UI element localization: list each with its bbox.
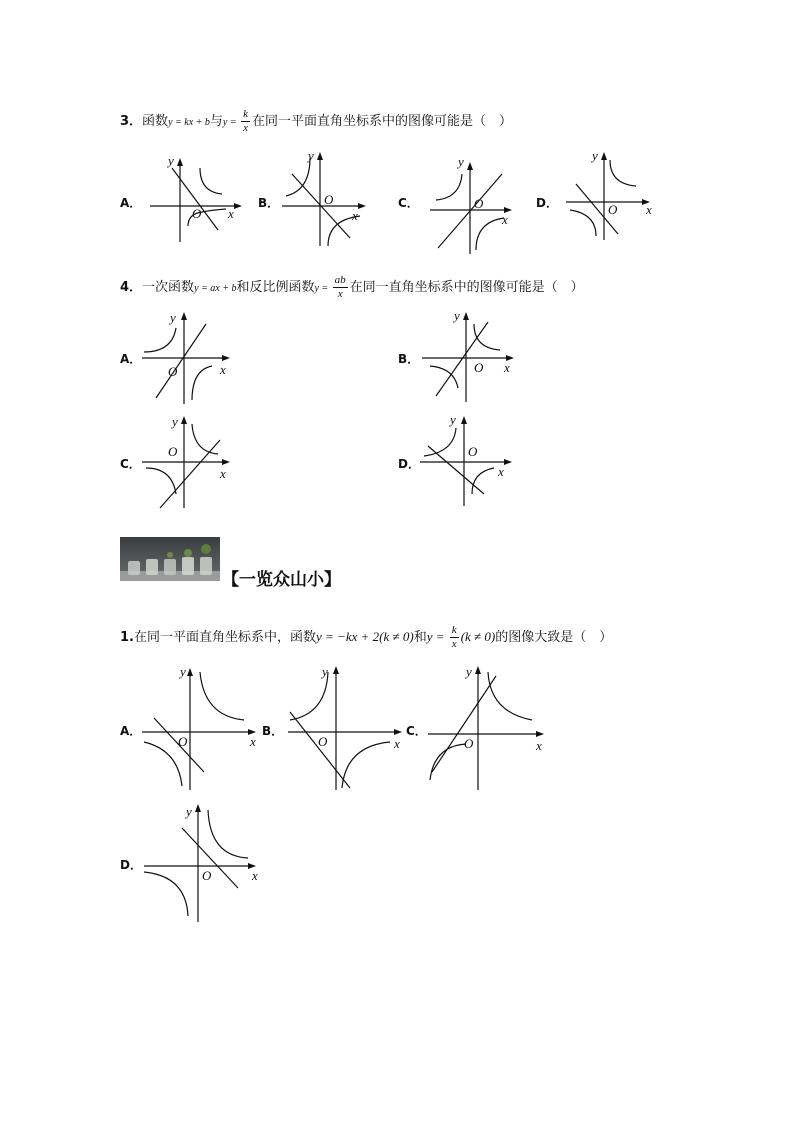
- q4-option-a-label[interactable]: A．: [120, 352, 142, 366]
- q3-graph-c[interactable]: [428, 154, 528, 254]
- svg-text:O: O: [324, 192, 334, 207]
- svg-text:O: O: [192, 206, 202, 221]
- svg-text:y: y: [458, 154, 464, 169]
- q4-option-d-label[interactable]: D．: [398, 457, 420, 471]
- fraction: $\frac{k}{x}$: [451, 624, 457, 650]
- q4-option-c-label[interactable]: C．: [120, 457, 141, 471]
- q3-option-d-label[interactable]: D．: [536, 196, 558, 210]
- q3-graph-a[interactable]: [148, 152, 248, 244]
- svg-text:x: x: [220, 466, 226, 481]
- svg-text:y: y: [454, 308, 460, 323]
- svg-text:O: O: [468, 444, 478, 459]
- q1-graph-d[interactable]: [142, 800, 267, 924]
- section-banner-image: [120, 537, 220, 581]
- svg-text:O: O: [608, 202, 618, 217]
- svg-text:O: O: [464, 736, 474, 751]
- question-1: 1.在同一平面直角坐标系中，函数y = −kx + 2(k ≠ 0)和y = $\frac{k}{x}$ (k ≠ 0)的图像大致是（ ）: [120, 624, 613, 650]
- svg-text:y: y: [592, 148, 598, 163]
- svg-text:O: O: [178, 734, 188, 749]
- q3-graph-b[interactable]: [280, 146, 380, 246]
- question-3: 3．函数y = kx + b与y = $\frac{k}{x}$ 在同一平面直角坐标系中的图像可能是（ ）: [120, 108, 513, 134]
- q4-graph-d[interactable]: [420, 410, 520, 510]
- svg-text:x: x: [536, 738, 542, 753]
- svg-text:x: x: [252, 868, 258, 883]
- svg-text:O: O: [168, 444, 178, 459]
- fraction: $\frac{k}{x}$: [243, 108, 248, 134]
- svg-text:x: x: [646, 202, 652, 217]
- svg-text:O: O: [474, 360, 484, 375]
- q1-graph-b[interactable]: [282, 660, 412, 792]
- question-4: 4．一次函数y = ax + b和反比例函数y = $\frac{ab}{x}$ 在同一直角坐标系中的图像可能是（ ）: [120, 274, 584, 300]
- svg-text:O: O: [474, 196, 484, 211]
- svg-text:y: y: [168, 153, 174, 168]
- question-number: 3．: [120, 114, 143, 129]
- fraction: $\frac{ab}{x}$: [334, 274, 346, 300]
- question-number: 1.: [120, 630, 134, 645]
- section-title: 【一览众山小】: [222, 570, 341, 590]
- svg-text:y: y: [450, 412, 456, 427]
- q1-option-b-label[interactable]: B．: [262, 724, 284, 738]
- q1-option-d-label[interactable]: D．: [120, 858, 142, 872]
- svg-text:x: x: [498, 464, 504, 479]
- q3-option-a-label[interactable]: A．: [120, 196, 142, 210]
- svg-text:y: y: [308, 148, 314, 163]
- svg-text:x: x: [394, 736, 400, 751]
- svg-text:x: x: [502, 212, 508, 227]
- svg-text:O: O: [318, 734, 328, 749]
- q4-graph-b[interactable]: [420, 306, 520, 406]
- svg-text:x: x: [504, 360, 510, 375]
- q3-option-c-label[interactable]: C．: [398, 196, 419, 210]
- q1-graph-c[interactable]: [426, 660, 556, 792]
- question-number: 4．: [120, 280, 143, 295]
- svg-text:y: y: [180, 664, 186, 679]
- svg-text:y: y: [186, 804, 192, 819]
- q3-graph-d[interactable]: [564, 148, 664, 240]
- svg-text:y: y: [322, 664, 328, 679]
- q1-option-a-label[interactable]: A．: [120, 724, 142, 738]
- q4-option-b-label[interactable]: B．: [398, 352, 420, 366]
- q3-option-b-label[interactable]: B．: [258, 196, 280, 210]
- svg-text:x: x: [228, 206, 234, 221]
- svg-text:x: x: [250, 734, 256, 749]
- q1-graph-a[interactable]: [140, 662, 265, 792]
- svg-text:x: x: [220, 362, 226, 377]
- q4-graph-c[interactable]: [142, 412, 242, 512]
- svg-text:y: y: [170, 310, 176, 325]
- q4-graph-a[interactable]: [142, 308, 242, 408]
- svg-text:O: O: [202, 868, 212, 883]
- svg-text:O: O: [168, 364, 178, 379]
- q1-option-c-label[interactable]: C．: [406, 724, 427, 738]
- svg-text:x: x: [352, 208, 358, 223]
- svg-text:y: y: [466, 664, 472, 679]
- svg-text:y: y: [172, 414, 178, 429]
